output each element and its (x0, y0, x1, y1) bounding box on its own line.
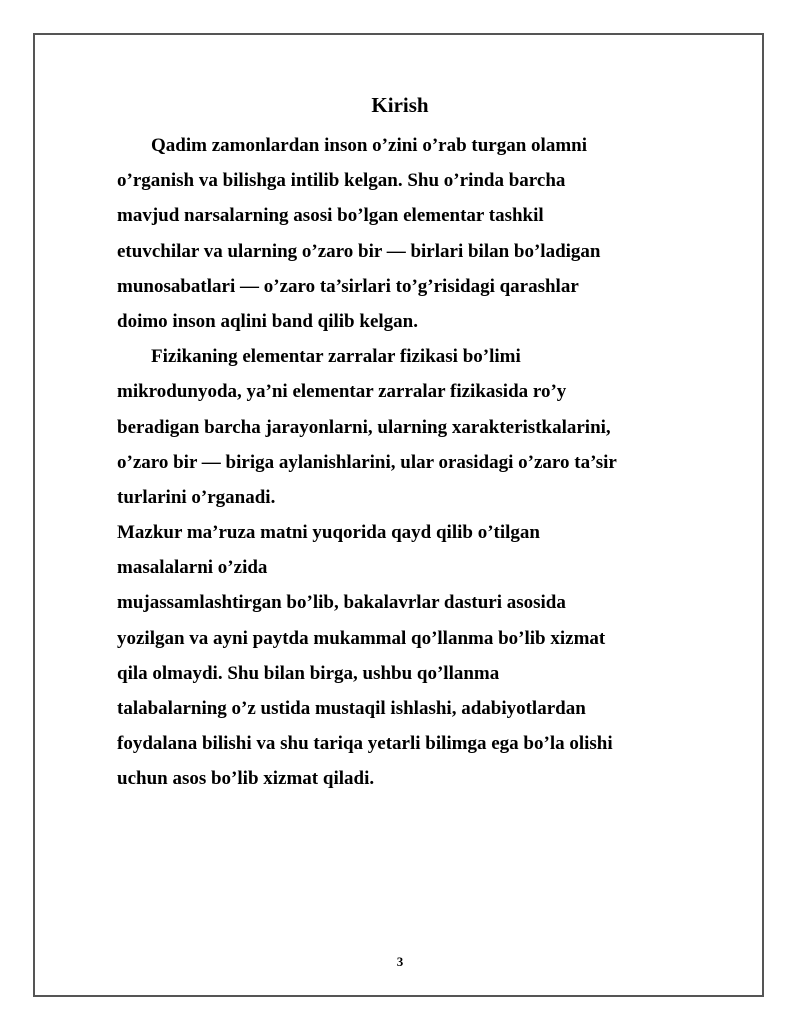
text-line: Qadim zamonlardan inson o’zini o’rab turgan olamni (151, 135, 587, 156)
text-line: o’rganish va bilishga intilib kelgan. Shu o’rinda barcha (117, 170, 566, 192)
text-line: o’zaro bir — biriga aylanishlarini, ular orasidagi o’zaro ta’sir (117, 451, 617, 473)
page-number: 3 (396, 954, 404, 969)
page-title: Kirish (371, 93, 429, 117)
text-line: etuvchilar va ularning o’zaro bir — birlari bilan bo’ladigan (117, 240, 601, 262)
text-line: doimo inson aqlini band qilib kelgan. (117, 310, 418, 332)
body-text (117, 128, 717, 797)
text-line: qila olmaydi. Shu bilan birga, ushbu qo’llanma (117, 662, 500, 684)
text-line: mavjud narsalarning asosi bo’lgan elementar tashkil (117, 205, 544, 227)
text-line: talabalarning o’z ustida mustaqil ishlashi, adabiyotlardan (117, 698, 586, 719)
text-line: mujassamlashtirgan bo’lib, bakalavrlar dasturi asosida (117, 592, 566, 614)
text-line: munosabatlari — o’zaro ta’sirlari to’g’risidagi qarashlar (117, 275, 579, 297)
text-line: turlarini o’rganadi. (117, 486, 276, 508)
text-line: yozilgan va ayni paytda mukammal qo’llanma bo’lib xizmat (117, 627, 606, 649)
text-line: foydalana bilishi va shu tariqa yetarli bilimga ega bo’la olishi (117, 733, 613, 755)
text-line: mikrodunyoda, ya’ni elementar zarralar fizikasida ro’y (117, 381, 567, 403)
text-line: Mazkur ma’ruza matni yuqorida qayd qilib o’tilgan (117, 522, 540, 544)
text-line: Fizikaning elementar zarralar fizikasi bo’limi (151, 346, 521, 368)
text-line: uchun asos bo’lib xizmat qiladi. (117, 768, 375, 790)
text-line: beradigan barcha jarayonlarni, ularning xarakteristkalarini, (117, 416, 611, 438)
text-line: masalalarni o’zida (117, 557, 268, 579)
